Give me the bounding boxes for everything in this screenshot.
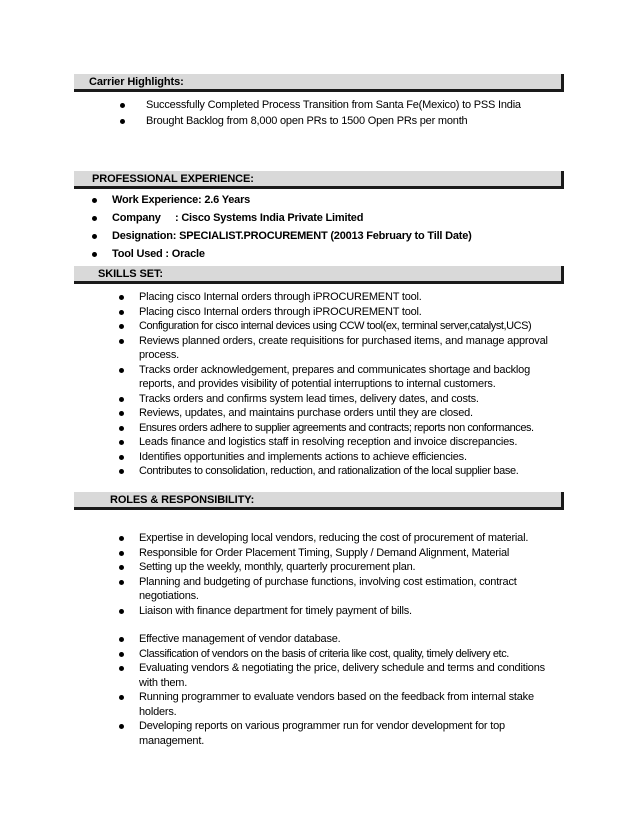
- bullet-icon: [119, 666, 124, 671]
- bullet-icon: [119, 551, 124, 556]
- bullet-icon: [92, 198, 97, 203]
- list-item: Planning and budgeting of purchase functions, involving cost estimation, contract negotiations.: [0, 575, 638, 604]
- list-item: Expertise in developing local vendors, reducing the cost of procurement of material.: [0, 531, 638, 546]
- roles-list-b: [0, 632, 638, 748]
- list-item: Tracks order acknowledgement, prepares and communicates shortage and backlog reports, and provides visibility of potential interruptions to internal customers.: [0, 363, 638, 392]
- list-item: Brought Backlog from 8,000 open PRs to 1500 Open PRs per month: [0, 114, 638, 130]
- bullet-icon: [120, 103, 125, 108]
- section-title: PROFESSIONAL EXPERIENCE:: [92, 173, 254, 185]
- bullet-icon: [119, 455, 124, 460]
- list-item: Designation: SPECIALIST.PROCUREMENT (20013 February to Till Date): [0, 229, 638, 247]
- list-item: Leads finance and logistics staff in resolving reception and invoice discrepancies.: [0, 435, 638, 450]
- list-item: Configuration for cisco internal devices using CCW tool(ex, terminal server,catalyst,UCS): [0, 319, 638, 334]
- list-item: Effective management of vendor database.: [0, 632, 638, 647]
- section-title: SKILLS SET:: [98, 268, 163, 280]
- bullet-icon: [119, 368, 124, 373]
- bullet-icon: [92, 234, 97, 239]
- list-item: Reviews, updates, and maintains purchase orders until they are closed.: [0, 406, 638, 421]
- section-header-professional: [74, 171, 564, 189]
- bullet-icon: [119, 440, 124, 445]
- list-item: Liaison with finance department for timely payment of bills.: [0, 604, 638, 619]
- list-item: Setting up the weekly, monthly, quarterly procurement plan.: [0, 560, 638, 575]
- list-item: Identifies opportunities and implements actions to achieve efficiencies.: [0, 450, 638, 465]
- bullet-icon: [119, 609, 124, 614]
- list-item: Work Experience: 2.6 Years: [0, 193, 638, 211]
- list-item: Running programmer to evaluate vendors based on the feedback from internal stake holders.: [0, 690, 638, 719]
- bullet-icon: [119, 536, 124, 541]
- bullet-icon: [119, 397, 124, 402]
- section-header-skills: [74, 266, 564, 284]
- list-item: Reviews planned orders, create requisitions for purchased items, and manage approval process.: [0, 334, 638, 363]
- bullet-icon: [92, 216, 97, 221]
- bullet-icon: [119, 695, 124, 700]
- list-item: Evaluating vendors & negotiating the price, delivery schedule and terms and conditions with them.: [0, 661, 638, 690]
- bullet-icon: [119, 310, 124, 315]
- bullet-icon: [119, 295, 124, 300]
- list-item: Company : Cisco Systems India Private Limited: [0, 211, 638, 229]
- bullet-icon: [119, 324, 124, 329]
- section-header-roles: [74, 492, 564, 510]
- bullet-icon: [119, 565, 124, 570]
- bullet-icon: [119, 426, 124, 431]
- bullet-icon: [120, 119, 125, 124]
- bullet-icon: [92, 252, 97, 257]
- experience-list: [0, 193, 638, 265]
- bullet-icon: [119, 724, 124, 729]
- section-title: Carrier Highlights:: [89, 76, 184, 88]
- list-item: Responsible for Order Placement Timing, Supply / Demand Alignment, Material: [0, 546, 638, 561]
- bullet-icon: [119, 652, 124, 657]
- bullet-icon: [119, 637, 124, 642]
- bullet-icon: [119, 469, 124, 474]
- bullet-icon: [119, 580, 124, 585]
- bullet-icon: [119, 411, 124, 416]
- list-item: Tool Used : Oracle: [0, 247, 638, 265]
- roles-list-a: [0, 531, 638, 618]
- list-item: Successfully Completed Process Transition from Santa Fe(Mexico) to PSS India: [0, 98, 638, 114]
- bullet-icon: [119, 339, 124, 344]
- list-item: Placing cisco Internal orders through iPROCUREMENT tool.: [0, 290, 638, 305]
- section-header-highlights: [74, 74, 564, 92]
- list-item: Contributes to consolidation, reduction, and rationalization of the local supplier base.: [0, 464, 638, 479]
- list-item: Placing cisco Internal orders through iPROCUREMENT tool.: [0, 305, 638, 320]
- list-item: Tracks orders and confirms system lead times, delivery dates, and costs.: [0, 392, 638, 407]
- section-title: ROLES & RESPONSIBILITY:: [110, 494, 255, 506]
- highlights-list: [0, 98, 638, 130]
- list-item: Developing reports on various programmer run for vendor development for top management.: [0, 719, 638, 748]
- list-item: Ensures orders adhere to supplier agreements and contracts; reports non conformances.: [0, 421, 638, 436]
- list-item: Classification of vendors on the basis of criteria like cost, quality, timely delivery etc.: [0, 647, 638, 662]
- skills-list: [0, 290, 638, 479]
